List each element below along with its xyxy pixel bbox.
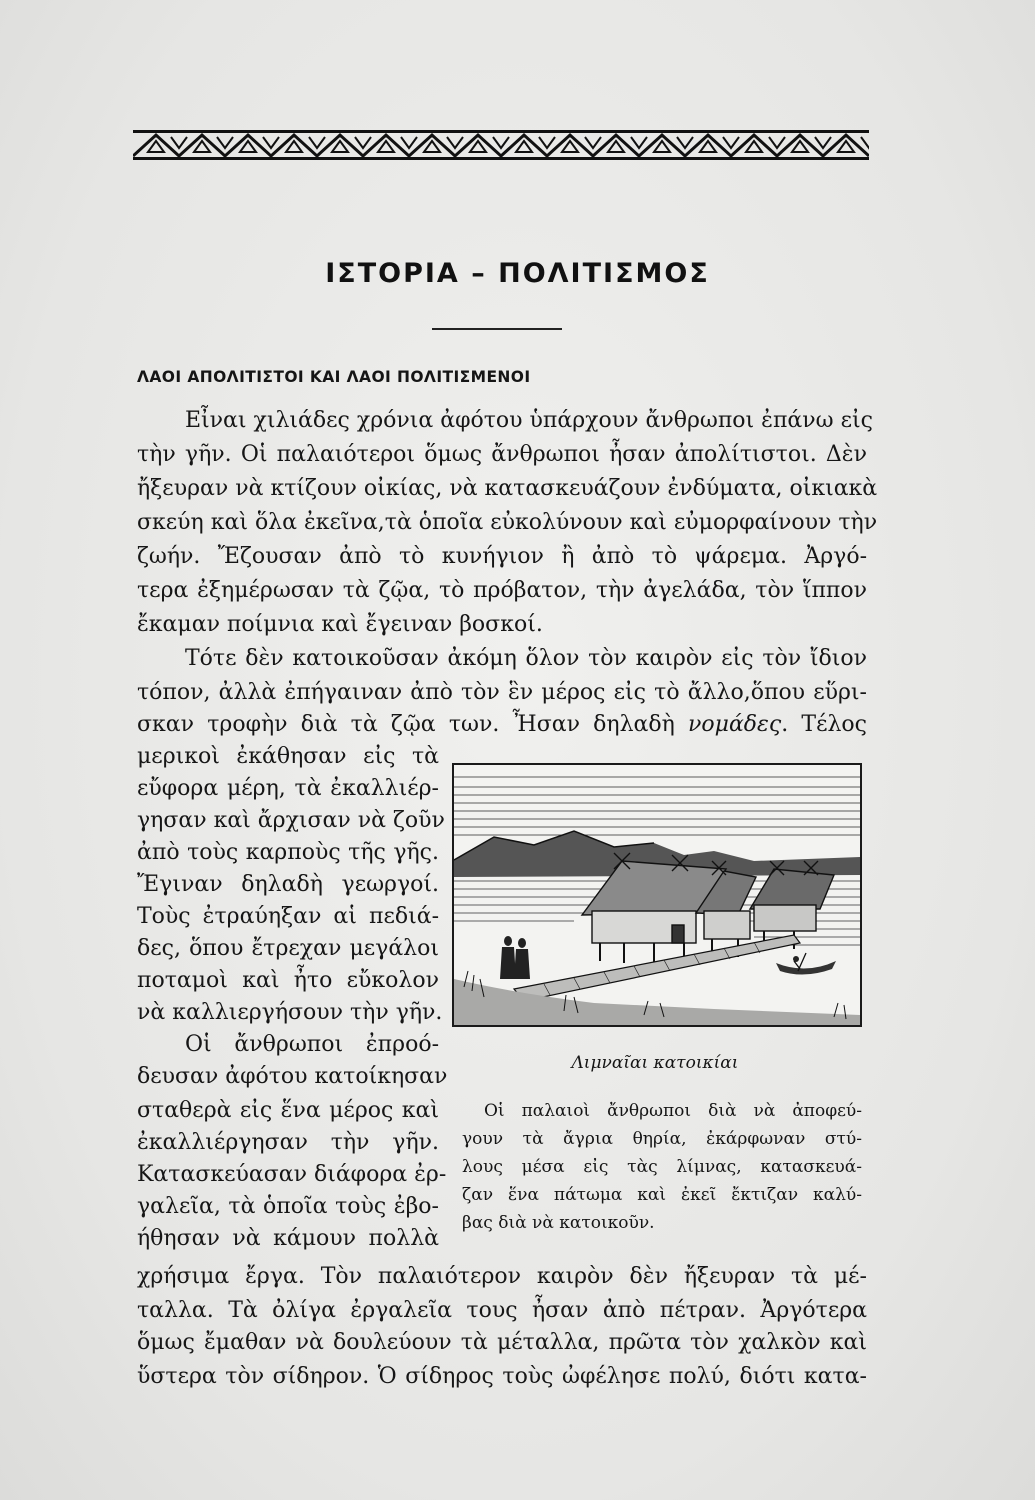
text-line: μερικοὶ ἐκάθησαν εἰς τὰ [137, 744, 439, 769]
title-divider [432, 328, 562, 330]
text-span: σκαν τροφὴν διὰ τὰ ζῷα των. Ἦσαν δηλαδὴ [137, 712, 689, 737]
text-line: χρήσιμα ἔργα. Τὸν παλαιότερον καιρὸν δὲν ἤξευραν τὰ μέ- [137, 1264, 867, 1289]
section-heading: ΛΑΟΙ ΑΠΟΛΙΤΙΣΤΟΙ ΚΑΙ ΛΑΟΙ ΠΟΛΙΤΙΣΜΕΝΟΙ [137, 368, 531, 386]
text-line: σταθερὰ εἰς ἕνα μέρος καὶ [137, 1098, 439, 1123]
caption-line: βας διὰ νὰ κατοικοῦν. [462, 1213, 655, 1233]
text-line: δες, ὅπου ἔτρεχαν μεγάλοι [137, 936, 439, 961]
decorative-frieze [133, 128, 869, 162]
text-line: ἐκαλλιέργησαν τὴν γῆν. [137, 1130, 439, 1155]
text-line: Ἔγιναν δηλαδὴ γεωργοί. [137, 872, 439, 897]
text-line: δευσαν ἀφότου κατοίκησαν [137, 1064, 448, 1089]
figure-title: Λιμναῖαι κατοικίαι [571, 1053, 739, 1073]
text-line: εὔφορα μέρη, τὰ ἐκαλλιέρ- [137, 776, 439, 801]
text-line: ἔκαμαν ποίμνια καὶ ἔγειναν βοσκοί. [137, 612, 543, 637]
page-title: ΙΣΤΟΡΙΑ – ΠΟΛΙΤΙΣΜΟΣ [325, 258, 710, 289]
text-line: τόπον, ἀλλὰ ἐπήγαιναν ἀπὸ τὸν ἓν μέρος εἰς τὸ ἄλλο,ὅπου εὕρι- [137, 680, 867, 705]
caption-line: Οἱ παλαιοὶ ἄνθρωποι διὰ νὰ ἀποφεύ- [484, 1101, 862, 1121]
caption-line: λους μέσα εἰς τὰς λίμνας, κατασκευά- [462, 1157, 862, 1177]
text-line: Τότε δὲν κατοικοῦσαν ἀκόμη ὅλον τὸν καιρὸν εἰς τὸν ἴδιον [185, 646, 867, 671]
text-line: Κατασκεύασαν διάφορα ἐρ- [137, 1162, 447, 1187]
text-line: σκεύη καὶ ὅλα ἐκεῖνα,τὰ ὁποῖα εὐκολύνουν καὶ εὐμορφαίνουν τὴν [137, 510, 878, 535]
lake-dwellings-illustration [452, 763, 862, 1027]
text-line: ἀπὸ τοὺς καρποὺς τῆς γῆς. [137, 840, 439, 865]
engraving-drawing [454, 765, 860, 1025]
text-line: τὴν γῆν. Οἱ παλαιότεροι ὅμως ἄνθρωποι ἦσαν ἀπολίτιστοι. Δὲν [137, 442, 867, 467]
text-line: Εἶναι χιλιάδες χρόνια ἀφότου ὑπάρχουν ἄνθρωποι ἐπάνω εἰς [185, 408, 873, 433]
caption-line: ζαν ἕνα πάτωμα καὶ ἐκεῖ ἔκτιζαν καλύ- [462, 1185, 862, 1205]
text-line: ὕστερα τὸν σίδηρον. Ὁ σίδηρος τοὺς ὠφέλησε πολύ, διότι κατα- [137, 1364, 867, 1389]
text-line: Τοὺς ἐτραύηξαν αἱ πεδιά- [137, 904, 439, 929]
text-span: . Τέλος [781, 712, 867, 737]
text-line: ὅμως ἔμαθαν νὰ δουλεύουν τὰ μέταλλα, πρῶτα τὸν χαλκὸν καὶ [137, 1330, 867, 1355]
text-line: ἤξευραν νὰ κτίζουν οἰκίας, νὰ κατασκευάζουν ἐνδύματα, οἰκιακὰ [137, 476, 878, 501]
caption-line: γουν τὰ ἄγρια θηρία, ἐκάρφωναν στύ- [462, 1129, 862, 1149]
text-line: ταλλα. Τὰ ὀλίγα ἐργαλεῖα τους ἦσαν ἀπὸ πέτραν. Ἀργότερα [137, 1298, 867, 1323]
text-line: ήθησαν νὰ κάμουν πολλὰ [137, 1226, 439, 1251]
text-line: τερα ἐξημέρωσαν τὰ ζῷα, τὸ πρόβατον, τὴν ἀγελάδα, τὸν ἵππον [137, 578, 867, 603]
text-line: ποταμοὶ καὶ ἦτο εὔκολον [137, 968, 439, 993]
text-line: Οἱ ἄνθρωποι ἐπροό- [185, 1032, 439, 1057]
text-line [137, 712, 867, 738]
emphasis-word: νομάδες [688, 712, 782, 737]
text-line: γαλεῖα, τὰ ὁποῖα τοὺς ἐβο- [137, 1194, 439, 1219]
text-line: ζωήν. Ἔζουσαν ἀπὸ τὸ κυνήγιον ἢ ἀπὸ τὸ ψάρεμα. Ἀργό- [137, 544, 867, 569]
text-line: νὰ καλλιεργήσουν τὴν γῆν. [137, 1000, 443, 1025]
text-line: γησαν καὶ ἄρχισαν νὰ ζοῦν [137, 808, 445, 833]
